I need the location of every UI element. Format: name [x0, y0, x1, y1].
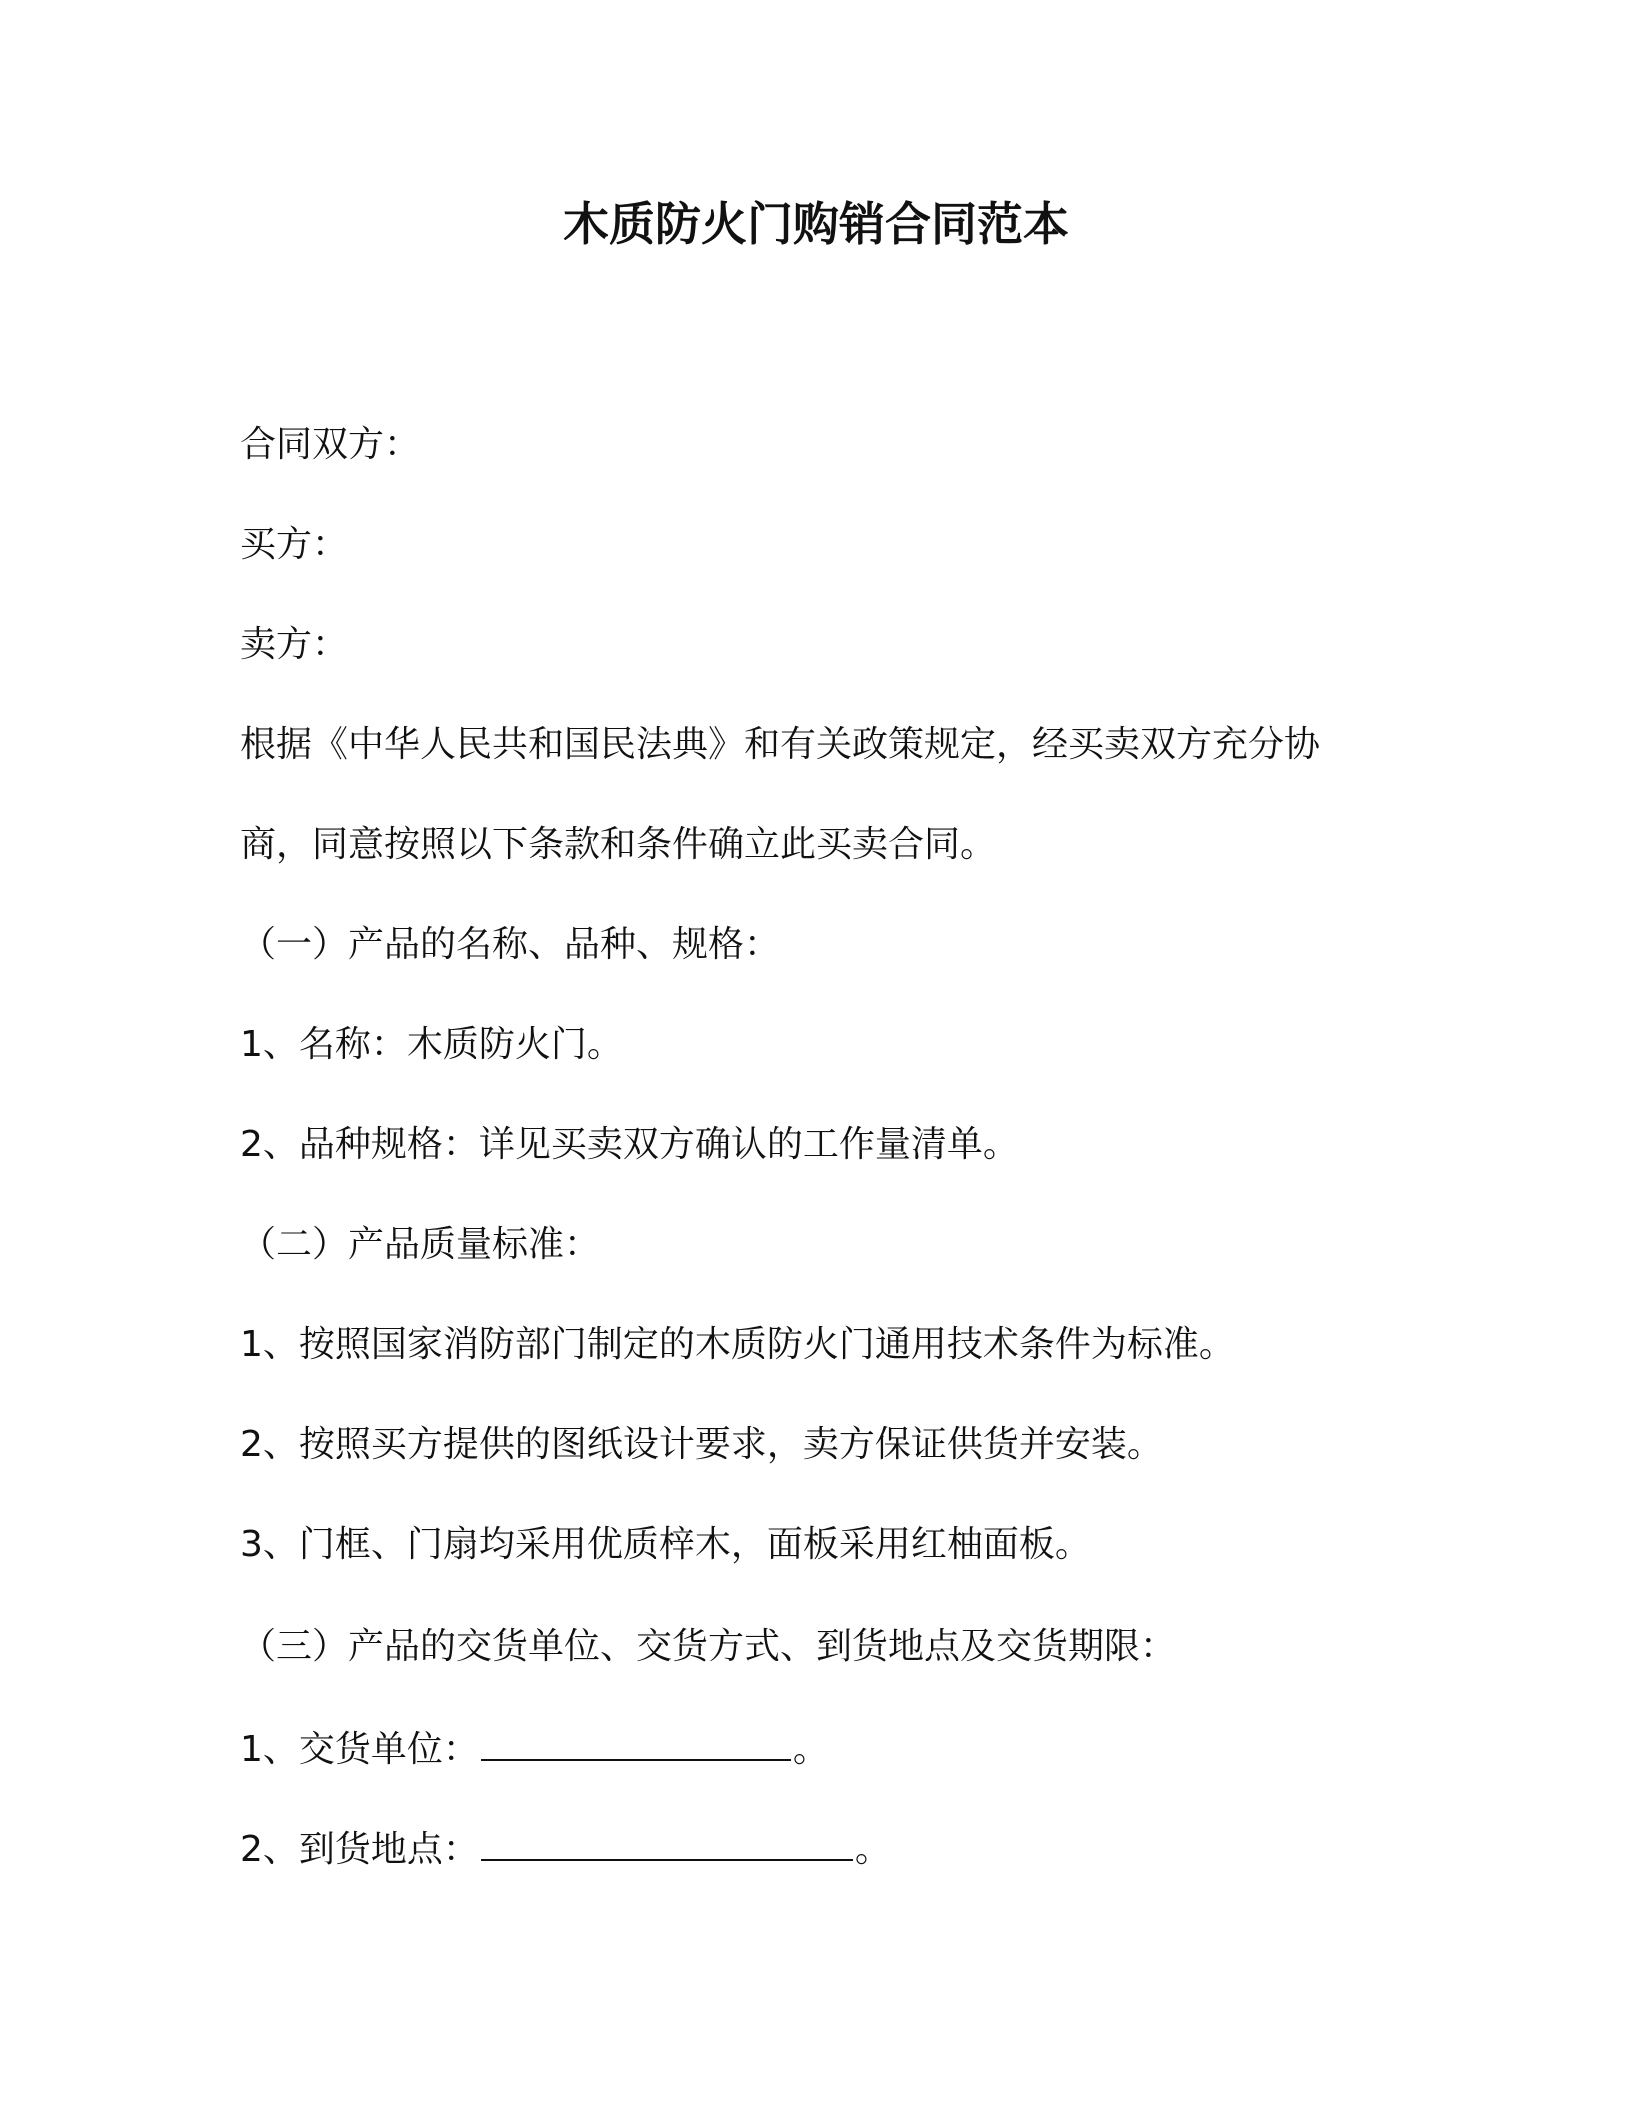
seller-label: 卖方：	[240, 624, 349, 665]
section-1-heading: （一）产品的名称、品种、规格：	[240, 924, 781, 965]
buyer-label: 买方：	[240, 524, 349, 565]
section-3-heading: （三）产品的交货单位、交货方式、到货地点及交货期限：	[240, 1626, 1177, 1667]
arrival-location-label: 2、到货地点：	[240, 1829, 479, 1870]
section-2-item-2: 2、按照买方提供的图纸设计要求，卖方保证供货并安装。	[240, 1424, 1163, 1465]
document-title: 木质防火门购销合同范本	[563, 197, 1069, 251]
section-2-item-3: 3、门框、门扇均采用优质梓木，面板采用红柚面板。	[240, 1524, 1091, 1565]
preamble-line-1: 根据《中华人民共和国民法典》和有关政策规定，经买卖双方充分协	[240, 724, 1321, 765]
delivery-unit-end: 。	[792, 1729, 829, 1770]
section-1-item-1: 1、名称：木质防火门。	[240, 1024, 623, 1065]
preamble-line-2: 商，同意按照以下条款和条件确立此买卖合同。	[240, 824, 997, 865]
section-2-item-1: 1、按照国家消防部门制定的木质防火门通用技术条件为标准。	[240, 1324, 1235, 1365]
arrival-location-blank	[481, 1825, 853, 1861]
delivery-unit-blank	[481, 1725, 791, 1761]
parties-heading: 合同双方：	[240, 424, 421, 465]
section-2-heading: （二）产品质量标准：	[240, 1224, 601, 1265]
section-3-item-2	[240, 1825, 891, 1875]
arrival-location-end: 。	[854, 1829, 891, 1870]
section-3-item-1	[240, 1725, 829, 1775]
delivery-unit-label: 1、交货单位：	[240, 1729, 479, 1770]
section-1-item-2: 2、品种规格：详见买卖双方确认的工作量清单。	[240, 1124, 1019, 1165]
